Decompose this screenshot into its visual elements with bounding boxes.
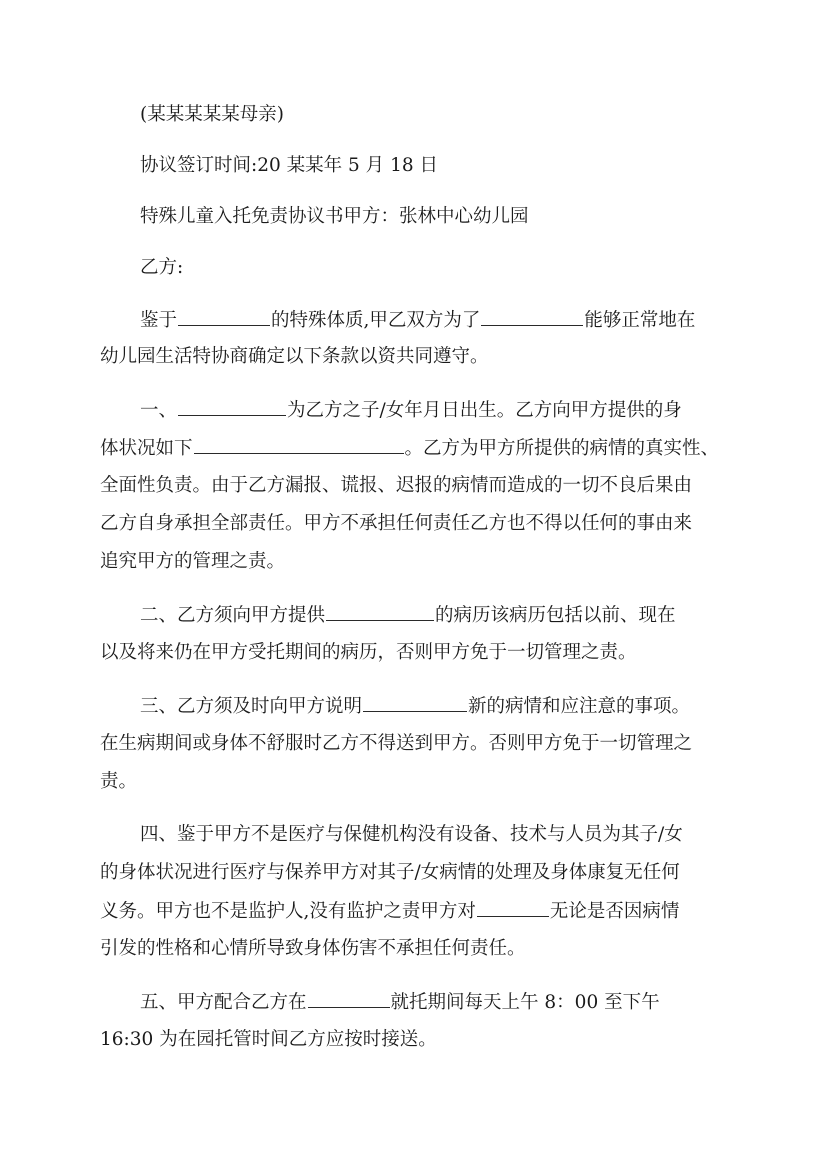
- party-b-label: 乙方:: [140, 257, 184, 278]
- blank-field-child[interactable]: [178, 398, 286, 416]
- clause-4-text-c: 义务。甲方也不是监护人,没有监护之责甲方对: [100, 901, 476, 922]
- clause-1-line-2: [100, 436, 719, 461]
- clause-5-line-2: [100, 1028, 437, 1052]
- blank-field-period[interactable]: [308, 990, 390, 1008]
- clause-5-text-a: 五、甲方配合乙方在: [140, 992, 307, 1013]
- clause-3-text-a: 三、乙方须及时向甲方说明: [140, 696, 363, 717]
- clause-3-text-d: 责。: [100, 771, 138, 792]
- clause-4-text-b: 的身体状况进行医疗与保养甲方对其子/女病情的处理及身体康复无任何: [100, 862, 680, 883]
- clause-1-line-3: [100, 474, 692, 498]
- clause-5-text-c: 16:30 为在园托管时间乙方应按时接送。: [100, 1029, 437, 1050]
- clause-4-line-1: [140, 823, 683, 847]
- party-b-line: [140, 256, 183, 280]
- clause-1-text-f: 乙方自身承担全部责任。甲方不承担任何责任乙方也不得以任何的事由来: [100, 513, 693, 534]
- clause-4-line-2: [100, 861, 680, 885]
- clause-3-line-1: [140, 694, 690, 719]
- mother-signature-line: [140, 103, 284, 127]
- clause-4-text-e: 引发的性格和心情所导致身体伤害不承担任何责任。: [100, 938, 526, 959]
- clause-1-text-c: 体状况如下: [100, 438, 193, 459]
- clause-1-text-a: 一、: [140, 400, 178, 421]
- clause-4-text-d: 无论是否因病情: [549, 901, 680, 922]
- blank-field-medical-record[interactable]: [326, 603, 434, 621]
- preamble-line-2: [100, 345, 489, 369]
- clause-1-line-1: [140, 398, 682, 423]
- blank-field-new-condition[interactable]: [363, 694, 467, 712]
- clause-3-line-3: [100, 770, 137, 794]
- preamble-line-1: [140, 308, 695, 333]
- blank-field-incident[interactable]: [477, 899, 549, 917]
- clause-3-text-b: 新的病情和应注意的事项。: [468, 696, 691, 717]
- clause-4-line-4: [100, 937, 526, 961]
- clause-4-line-3: [100, 899, 679, 924]
- clause-5-text-b: 就托期间每天上午 8：00 至下午: [390, 992, 660, 1013]
- clause-2-text-b: 的病历该病历包括以前、现在: [435, 605, 676, 626]
- clause-4-text-a: 四、鉴于甲方不是医疗与保健机构没有设备、技术与人员为其子/女: [140, 824, 683, 845]
- clause-2-line-2: [100, 641, 637, 665]
- clause-3-text-c: 在生病期间或身体不舒服时乙方不得送到甲方。否则甲方免于一切管理之: [100, 733, 693, 754]
- clause-2-text-c: 以及将来仍在甲方受托期间的病历，否则甲方免于一切管理之责。: [100, 642, 637, 663]
- agreement-title-text: 特殊儿童入托免责协议书甲方：张林中心幼儿园: [140, 206, 529, 227]
- clause-1-text-d: 。乙方为甲方所提供的病情的真实性、: [404, 438, 720, 459]
- clause-1-text-e: 全面性负责。由于乙方漏报、谎报、迟报的病情而造成的一切不良后果由: [100, 475, 693, 496]
- clause-2-text-a: 二、乙方须向甲方提供: [140, 605, 326, 626]
- clause-2-line-1: [140, 603, 676, 628]
- clause-1-text-b: 为乙方之子/女年月日出生。乙方向甲方提供的身: [287, 400, 682, 421]
- blank-field-child-name[interactable]: [178, 308, 270, 326]
- preamble-text-a: 鉴于: [140, 310, 178, 331]
- document-page: [100, 0, 730, 1174]
- agreement-title-line: [140, 205, 529, 229]
- clause-1-line-5: [100, 550, 285, 574]
- preamble-text-b: 的特殊体质,甲乙双方为了: [271, 310, 481, 331]
- clause-5-line-1: [140, 990, 660, 1015]
- clause-3-line-2: [100, 732, 692, 756]
- preamble-text-d: 幼儿园生活特协商确定以下条款以资共同遵守。: [100, 346, 489, 367]
- signing-date-line: [140, 154, 438, 178]
- signing-date-text: 协议签订时间:20 某某年 5 月 18 日: [140, 155, 438, 176]
- preamble-text-c: 能够正常地在: [584, 310, 696, 331]
- mother-signature-text: (某某某某某母亲): [140, 104, 284, 125]
- clause-1-line-4: [100, 512, 692, 536]
- clause-1-text-g: 追究甲方的管理之责。: [100, 551, 286, 572]
- blank-field-health-status[interactable]: [194, 436, 404, 454]
- blank-field-purpose[interactable]: [481, 308, 583, 326]
